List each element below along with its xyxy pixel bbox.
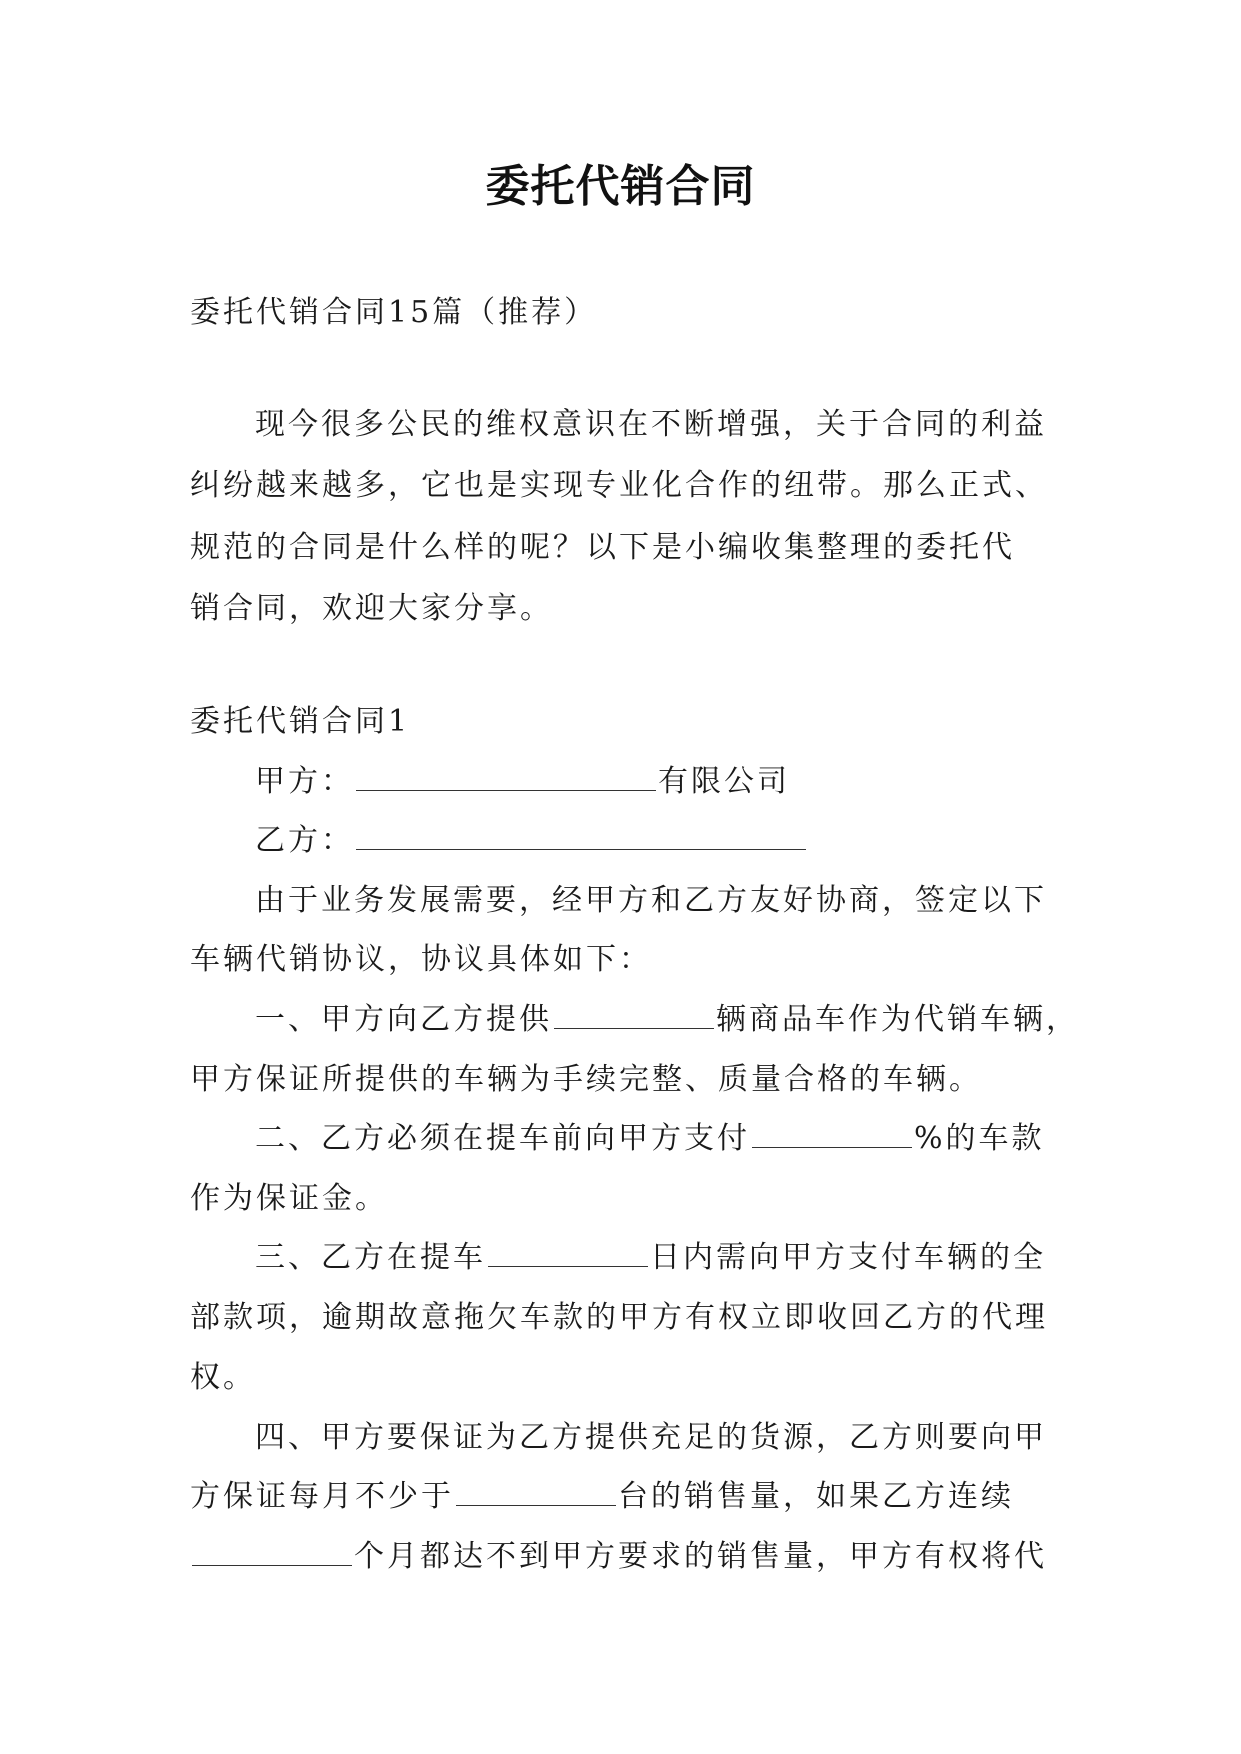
- clause4-blank-1: [456, 1477, 616, 1506]
- clause4-line-1: 四、甲方要保证为乙方提供充足的货源，乙方则要向甲: [255, 1420, 1047, 1455]
- intro-line-3: 规范的合同是什么样的呢？以下是小编收集整理的委托代: [190, 530, 1015, 565]
- clause3-prefix: 三、乙方在提车: [255, 1240, 486, 1275]
- party-a-blank: [356, 762, 656, 791]
- clause1-line-2: 甲方保证所提供的车辆为手续完整、质量合格的车辆。: [190, 1062, 982, 1097]
- clause2-suffix: %的车款: [914, 1121, 1045, 1156]
- clause2-blank: [752, 1119, 912, 1148]
- preamble-line-1: 由于业务发展需要，经甲方和乙方友好协商，签定以下: [255, 883, 1047, 918]
- intro-line-2: 纠纷越来越多，它也是实现专业化合作的纽带。那么正式、: [190, 468, 1048, 503]
- clause3-suffix: 日内需向甲方支付车辆的全: [650, 1240, 1046, 1275]
- clause2-prefix: 二、乙方必须在提车前向甲方支付: [255, 1121, 750, 1156]
- clause3-blank: [488, 1238, 648, 1267]
- clause4-line2-prefix: 方保证每月不少于: [190, 1479, 454, 1514]
- clause4-blank-2: [192, 1537, 352, 1566]
- clause1-prefix: 一、甲方向乙方提供: [255, 1002, 552, 1037]
- clause1-suffix: 辆商品车作为代销车辆，: [716, 1002, 1079, 1037]
- document-title: 委托代销合同: [485, 161, 756, 212]
- clause3-line-2: 部款项，逾期故意拖欠车款的甲方有权立即收回乙方的代理: [190, 1300, 1048, 1335]
- clause4-line2-suffix: 台的销售量，如果乙方连续: [618, 1479, 1014, 1514]
- clause4-line3-suffix: 个月都达不到甲方要求的销售量，甲方有权将代: [354, 1539, 1047, 1574]
- party-a-suffix: 有限公司: [658, 764, 790, 799]
- intro-line-1: 现今很多公民的维权意识在不断增强，关于合同的利益: [255, 407, 1047, 442]
- intro-line-4: 销合同，欢迎大家分享。: [190, 591, 553, 626]
- party-b-line: [255, 821, 808, 861]
- party-a-label: 甲方：: [255, 764, 354, 799]
- clause2-line-1: [255, 1119, 1045, 1159]
- section-heading: 委托代销合同1: [190, 704, 411, 739]
- clause3-line-3: 权。: [190, 1360, 256, 1395]
- document-subtitle: 委托代销合同15篇（推荐）: [190, 295, 598, 330]
- clause1-blank: [554, 1000, 714, 1029]
- clause1-line-1: [255, 1000, 1079, 1040]
- party-b-label: 乙方：: [255, 823, 354, 858]
- clause4-line-2: [190, 1477, 1014, 1517]
- clause2-line-2: 作为保证金。: [190, 1181, 388, 1216]
- clause4-line-3: [190, 1537, 1047, 1577]
- preamble-line-2: 车辆代销协议，协议具体如下：: [190, 942, 652, 977]
- party-b-blank: [356, 821, 806, 850]
- party-a-line: [255, 762, 790, 802]
- clause3-line-1: [255, 1238, 1046, 1278]
